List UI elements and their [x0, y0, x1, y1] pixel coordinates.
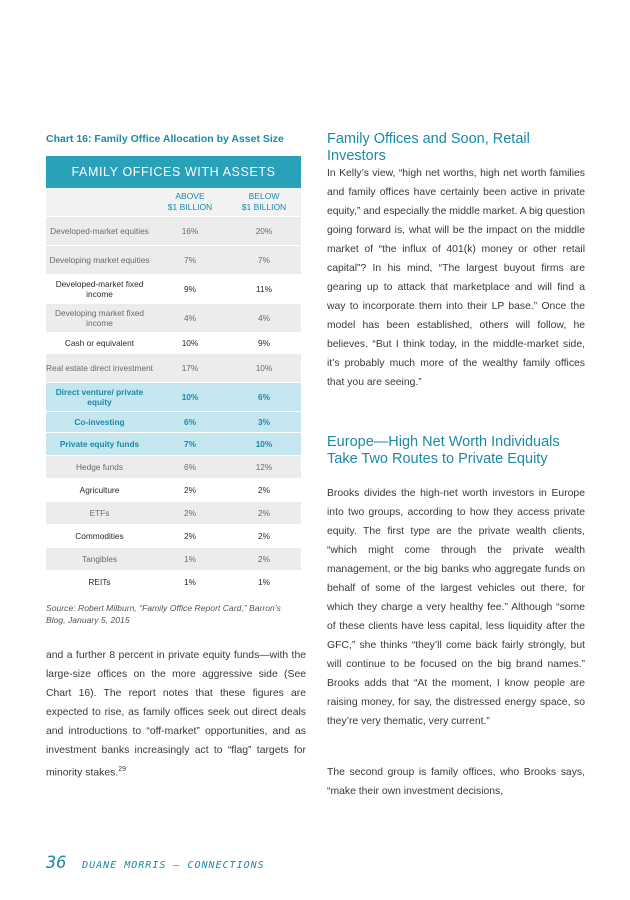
value-below: 1% — [258, 577, 270, 587]
value-above: 6% — [184, 462, 196, 472]
table-row — [46, 332, 301, 353]
value-below: 10% — [255, 363, 273, 373]
table-row — [46, 411, 301, 432]
row-label: ETFs — [89, 508, 110, 518]
row-label: Real estate direct investment — [46, 363, 153, 373]
row-label: Agriculture — [79, 485, 120, 495]
value-below: 12% — [255, 462, 273, 472]
value-below: 2% — [258, 485, 270, 495]
footnote-ref: 29 — [118, 766, 126, 773]
row-label: Direct venture/ private equity — [55, 387, 144, 407]
value-above: 9% — [184, 284, 196, 294]
table-row — [46, 524, 301, 547]
value-below: 3% — [258, 417, 270, 427]
table-row — [46, 478, 301, 501]
section-europe — [327, 434, 585, 468]
table-body — [46, 216, 301, 593]
value-below: 4% — [258, 313, 270, 323]
table-row — [46, 455, 301, 478]
row-label: Co-investing — [74, 417, 125, 427]
left-paragraph: and a further 8 percent in private equity funds—with the large-size offices on the more aggressive side (See Chart 16). The report notes that these figures are expected to rise, as family offices seek out direct deals and introductions to “off-market” opportunities, and as investment banks increasingly act to “flag” targets for minority stakes.$^{29}$ — [46, 650, 306, 779]
value-above: 1% — [184, 554, 196, 564]
value-above: 4% — [184, 313, 196, 323]
value-above: 2% — [184, 485, 196, 495]
column-headers — [46, 188, 301, 216]
section-family-offices — [327, 131, 585, 165]
footer-label: DUANE MORRIS — CONNECTIONS — [82, 860, 265, 871]
paragraph-second-group: The second group is family offices, who Brooks says, “make their own investment decisions, — [327, 767, 585, 797]
table-row — [46, 432, 301, 455]
value-above: 1% — [184, 577, 196, 587]
value-above: 16% — [181, 226, 199, 236]
paragraph-brooks: Brooks divides the high-net worth investors in Europe into two groups, according to how they access private equity. The first type are the private wealth clients, “which might come through the private wealth management, or the big banks who aggregate funds on behalf of some of the largest vehicles out there, for which they charge a very healthy fee.” Although “some of these clients have less capital, less liquidity after the GFC,” she thinks “they’ll come back fairly strongly, but will continue to be focused on the big brand names.” Brooks adds that “At the moment, I know people are raising money, for say, the distressed energy space, so they’re very thematic, very current.” — [327, 488, 585, 727]
value-above: 7% — [184, 255, 196, 265]
value-below: 11% — [256, 284, 272, 294]
value-above: 10% — [181, 338, 199, 348]
row-label: Cash or equivalent — [64, 338, 135, 348]
table-row — [46, 245, 301, 274]
row-label: Tangibles — [81, 554, 118, 564]
table-row — [46, 570, 301, 593]
value-below: 20% — [255, 226, 273, 236]
row-label: REITs — [88, 577, 111, 587]
value-below: 7% — [258, 255, 270, 265]
allocation-table — [46, 156, 301, 593]
table-row — [46, 382, 301, 411]
value-below: 2% — [258, 508, 270, 518]
row-label: Private equity funds — [59, 439, 140, 449]
table-row — [46, 501, 301, 524]
value-above: 10% — [181, 392, 199, 402]
table-row — [46, 216, 301, 245]
value-below: 6% — [258, 392, 270, 402]
value-below: 2% — [258, 531, 270, 541]
chart-source: Source: Robert Milburn, “Family Office Report Card,” Barron’s Blog, January 5, 2015 — [46, 603, 281, 625]
value-below: 2% — [258, 554, 270, 564]
row-label: Developing market equities — [49, 255, 150, 265]
row-label: Developed-market fixed income — [55, 279, 144, 299]
heading-family-offices: Family Offices and Soon, Retail Investors — [327, 131, 530, 164]
table-row — [46, 303, 301, 332]
row-label: Hedge funds — [75, 462, 124, 472]
value-above: 6% — [184, 417, 196, 427]
column-above-1b: ABOVE $1 BILLION — [167, 191, 213, 212]
table-row — [46, 274, 301, 303]
page-number: 36 — [46, 853, 67, 873]
chart-title: Chart 16: Family Office Allocation by Asset Size — [46, 133, 284, 145]
value-below: 9% — [258, 338, 270, 348]
table-header: FAMILY OFFICES WITH ASSETS — [46, 156, 301, 188]
row-label: Commodities — [75, 531, 124, 541]
value-above: 2% — [184, 531, 196, 541]
value-above: 7% — [184, 439, 196, 449]
page-footer — [46, 853, 265, 873]
heading-europe: Europe—High Net Worth Individuals Take Two Routes to Private Equity — [327, 434, 560, 467]
value-below: 10% — [255, 439, 273, 449]
value-above: 17% — [181, 363, 199, 373]
row-label: Developed-market equities — [50, 226, 149, 236]
paragraph-kelly: In Kelly’s view, “high net worths, high net worth families and family offices have certainly been active in private equity,” and especially the middle market. A big question going forward is, what will be the impact on the middle market of “the influx of 401(k) money or other retail capital”? In his mind, “The largest buyout firms are gearing up to attack that marketplace and will find a way to incorporate them into their LP base.” Once the model has been established, others will follow, he believes. “But I think today, in the middle-market side, it’s probably much more of the wealthy family offices that you are seeing.” — [327, 168, 585, 388]
row-label: Developing market fixed income — [54, 308, 144, 328]
table-row — [46, 353, 301, 382]
table-row — [46, 547, 301, 570]
column-below-1b: BELOW $1 BILLION — [241, 191, 287, 212]
value-above: 2% — [184, 508, 196, 518]
